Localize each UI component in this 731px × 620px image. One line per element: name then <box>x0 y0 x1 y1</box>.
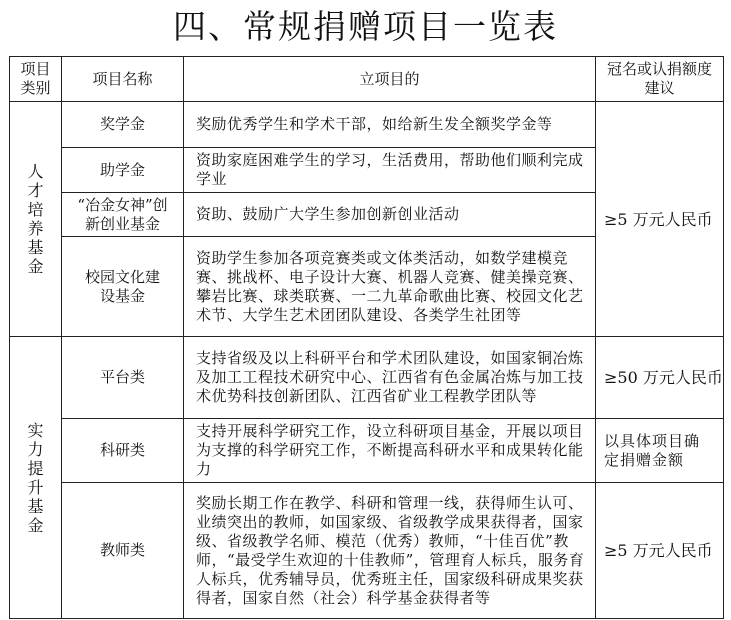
project-name-cell: 校园文化建设基金 <box>62 237 184 337</box>
project-purpose-cell: 奖励优秀学生和学术干部，如给新生发全额奖学金等 <box>184 102 596 148</box>
project-purpose-cell: 资助学生参加各项竞赛类或文体类活动，如数学建模竞赛、挑战杯、电子设计大赛、机器人竞赛、健美操竞赛、攀岩比赛、球类联赛、一二九革命歌曲比赛、校园文化艺术节、大学生艺术团团队建设、各类学生社团等 <box>184 237 596 337</box>
header-purpose: 立项目的 <box>184 57 596 102</box>
project-purpose-cell: 支持省级及以上科研平台和学术团队建设，如国家铜冶炼及加工工程技术研究中心、江西省有色金属冶炼与加工技术优势科技创新团队、江西省矿业工程教学团队等 <box>184 337 596 419</box>
project-name-cell: 教师类 <box>62 483 184 619</box>
donation-projects-table <box>9 56 724 619</box>
amount-cell: ≥5 万元人民币 <box>596 483 724 619</box>
amount-cell: ≥5 万元人民币 <box>596 102 724 337</box>
header-amount: 冠名或认捐额度建议 <box>596 57 724 102</box>
project-name-cell: “冶金女神”创新创业基金 <box>62 193 184 237</box>
project-name-cell: 平台类 <box>62 337 184 419</box>
table-row <box>10 419 724 483</box>
project-purpose-cell: 资助家庭困难学生的学习，生活费用，帮助他们顺利完成学业 <box>184 148 596 193</box>
project-name-cell: 奖学金 <box>62 102 184 148</box>
table-row <box>10 102 724 148</box>
project-purpose-cell: 奖励长期工作在教学、科研和管理一线，获得师生认可、业绩突出的教师，如国家级、省级教学成果获得者，国家级、省级教学名师、模范（优秀）教师，“十佳百优”教师，“最受学生欢迎的十佳教师”，管理育人标兵，服务育人标兵，优秀辅导员，优秀班主任，国家级科研成果奖获得者，国家自然（社会）科学基金获得者等 <box>184 483 596 619</box>
page-title: 四、常规捐赠项目一览表 <box>173 7 558 46</box>
category-cell: 实力提升基金 <box>10 337 62 619</box>
header-name: 项目名称 <box>62 57 184 102</box>
header-category: 项目类别 <box>10 57 62 102</box>
table-header-row <box>10 57 724 102</box>
category-cell: 人才培养基金 <box>10 102 62 337</box>
project-name-cell: 科研类 <box>62 419 184 483</box>
table-row <box>10 337 724 419</box>
project-name-cell: 助学金 <box>62 148 184 193</box>
amount-cell: ≥50 万元人民币 <box>596 337 724 419</box>
project-purpose-cell: 资助、鼓励广大学生参加创新创业活动 <box>184 193 596 237</box>
amount-cell: 以具体项目确定捐赠金额 <box>596 419 724 483</box>
project-purpose-cell: 支持开展科学研究工作，设立科研项目基金，开展以项目为支撑的科学研究工作，不断提高科研水平和成果转化能力 <box>184 419 596 483</box>
table-row <box>10 483 724 619</box>
